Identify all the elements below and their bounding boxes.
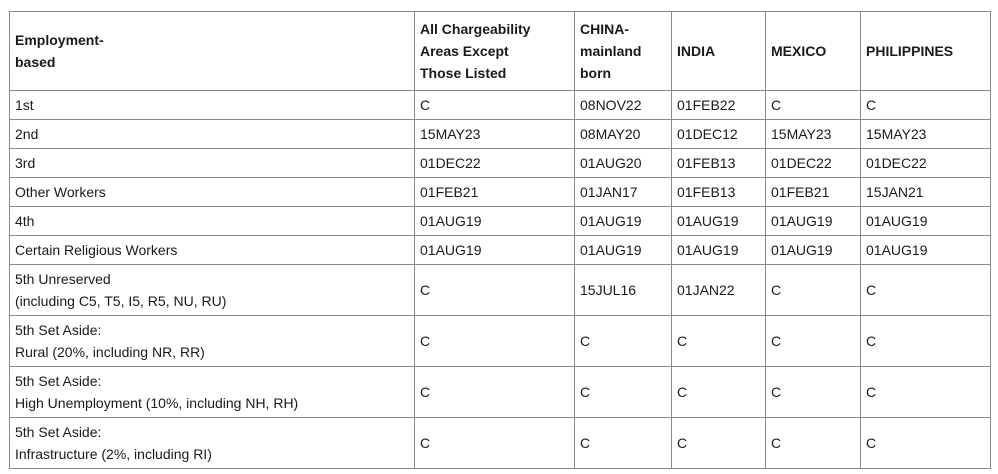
cell-value: C [672, 316, 766, 367]
cell-value: C [575, 367, 672, 418]
cell-value: 01DEC22 [415, 149, 575, 178]
employment-visa-bulletin-table [9, 11, 991, 469]
column-header-mexico: MEXICO [766, 12, 861, 91]
cell-value: 01AUG19 [861, 207, 991, 236]
cell-value: 01AUG19 [415, 207, 575, 236]
row-label: 5th Set Aside: Infrastructure (2%, including RI) [10, 418, 415, 469]
cell-value: 01DEC22 [861, 149, 991, 178]
table-row [10, 149, 991, 178]
cell-value: 01FEB22 [672, 91, 766, 120]
row-label: 5th Set Aside: Rural (20%, including NR, RR) [10, 316, 415, 367]
cell-value: 01FEB13 [672, 149, 766, 178]
row-label: 5th Unreserved (including C5, T5, I5, R5, NU, RU) [10, 265, 415, 316]
cell-value: C [415, 316, 575, 367]
cell-value: 01AUG19 [415, 236, 575, 265]
cell-value: 01AUG20 [575, 149, 672, 178]
table-row [10, 120, 991, 149]
cell-value: C [415, 367, 575, 418]
cell-value: 01AUG19 [672, 236, 766, 265]
cell-value: 01AUG19 [766, 207, 861, 236]
row-label: 4th [10, 207, 415, 236]
cell-value: C [861, 91, 991, 120]
cell-value: C [672, 367, 766, 418]
cell-value: 15MAY23 [766, 120, 861, 149]
cell-value: C [861, 316, 991, 367]
table-header-row [10, 12, 991, 91]
cell-value: 15MAY23 [861, 120, 991, 149]
cell-value: C [415, 91, 575, 120]
column-header-india: INDIA [672, 12, 766, 91]
column-header-philippines: PHILIPPINES [861, 12, 991, 91]
cell-value: 01AUG19 [672, 207, 766, 236]
row-label: 1st [10, 91, 415, 120]
cell-value: 01AUG19 [575, 236, 672, 265]
cell-value: 01FEB21 [766, 178, 861, 207]
row-label: Certain Religious Workers [10, 236, 415, 265]
cell-value: 15MAY23 [415, 120, 575, 149]
cell-value: 01JAN22 [672, 265, 766, 316]
cell-value: 15JUL16 [575, 265, 672, 316]
row-label: 3rd [10, 149, 415, 178]
table-row [10, 265, 991, 316]
cell-value: 08NOV22 [575, 91, 672, 120]
cell-value: 01FEB21 [415, 178, 575, 207]
table-row [10, 367, 991, 418]
table-row [10, 418, 991, 469]
cell-value: C [766, 265, 861, 316]
cell-value: 01JAN17 [575, 178, 672, 207]
cell-value: C [575, 316, 672, 367]
column-header-all-chargeability: All Chargeability Areas Except Those Listed [415, 12, 575, 91]
column-header-china: CHINA- mainland born [575, 12, 672, 91]
cell-value: C [861, 367, 991, 418]
row-label: Other Workers [10, 178, 415, 207]
table-row [10, 91, 991, 120]
table-row [10, 178, 991, 207]
cell-value: C [861, 418, 991, 469]
cell-value: C [766, 367, 861, 418]
cell-value: C [766, 418, 861, 469]
cell-value: 01DEC22 [766, 149, 861, 178]
cell-value: C [415, 418, 575, 469]
column-header-employment-based: Employment- based [10, 12, 415, 91]
table-row [10, 207, 991, 236]
cell-value: 01AUG19 [861, 236, 991, 265]
cell-value: C [766, 316, 861, 367]
cell-value: C [861, 265, 991, 316]
table-row [10, 316, 991, 367]
cell-value: 01AUG19 [766, 236, 861, 265]
cell-value: 01DEC12 [672, 120, 766, 149]
cell-value: 15JAN21 [861, 178, 991, 207]
cell-value: 01AUG19 [575, 207, 672, 236]
cell-value: C [575, 418, 672, 469]
cell-value: 08MAY20 [575, 120, 672, 149]
table-row [10, 236, 991, 265]
cell-value: C [672, 418, 766, 469]
row-label: 5th Set Aside: High Unemployment (10%, including NH, RH) [10, 367, 415, 418]
row-label: 2nd [10, 120, 415, 149]
cell-value: C [766, 91, 861, 120]
cell-value: 01FEB13 [672, 178, 766, 207]
cell-value: C [415, 265, 575, 316]
